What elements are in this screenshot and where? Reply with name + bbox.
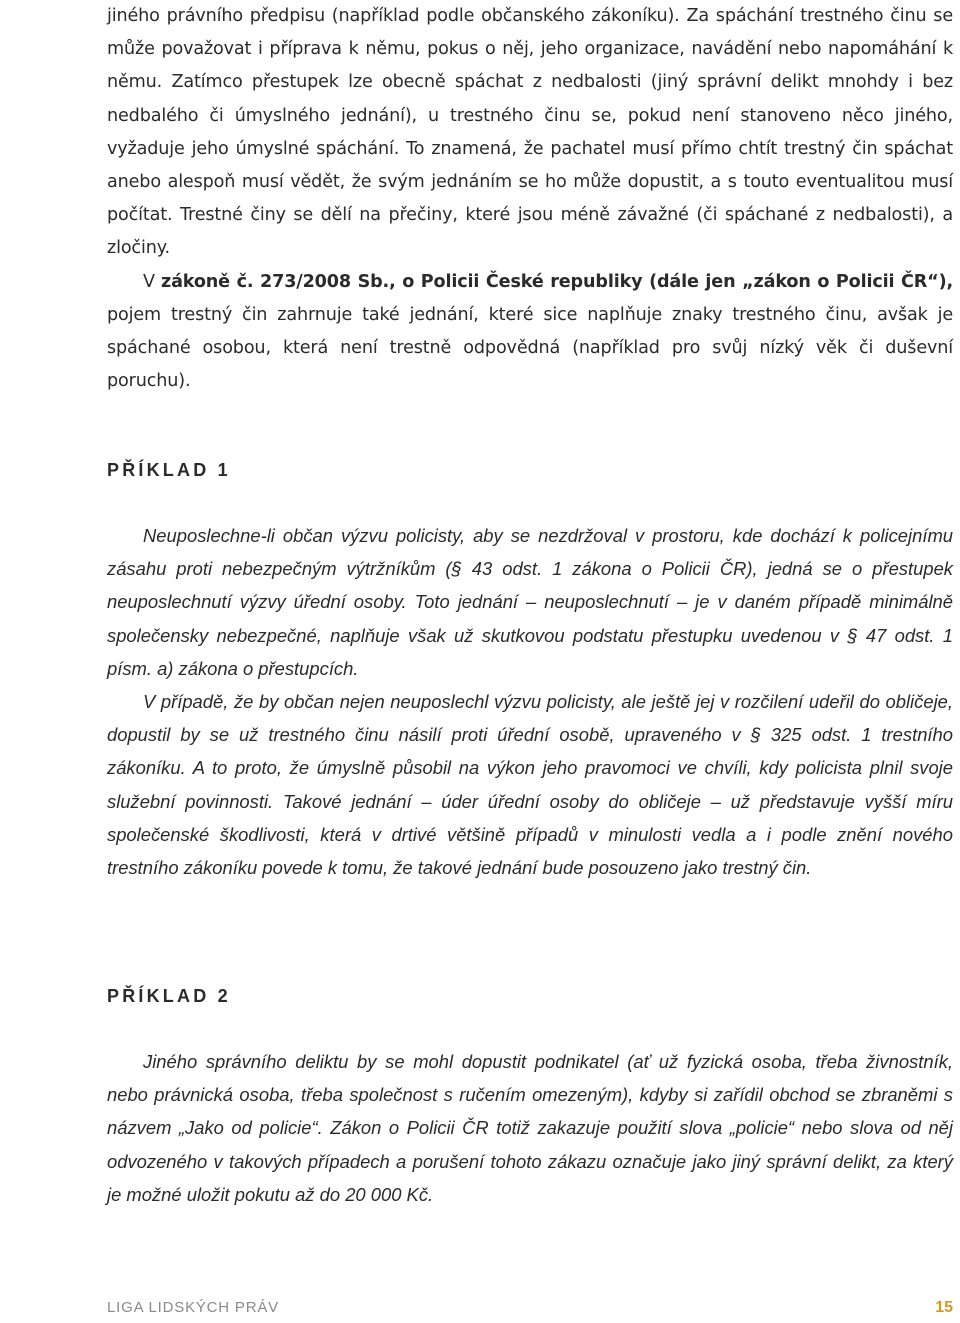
example-2-paragraph-1: Jiného správního deliktu by se mohl dopustit podnikatel (ať už fyzická osoba, třeba živnostník, nebo právnická osoba, třeba společnost s ručením omezeným), kdyby si zařídil obchod se zbraněmi s názvem „Jako od policie“. Zákon o Policii ČR totiž zakazuje použití slova „policie“ nebo slova od něj odvozeného v takových případech a porušení tohoto zákazu označuje jako jiný správní delikt, za který je možné uložit pokutu až do 20 000 Kč. xyxy=(107,1051,953,1205)
example-1-paragraph-2: V případě, že by občan nejen neuposlechl výzvu policisty, ale ještě jej v rozčilení udeřil do obličeje, dopustil by se už trestného činu násilí proti úřední osobě, upraveného v § 325 odst. 1 trestního zákoníku. A to proto, že úmyslně působil na výkon jeho pravomoci ve chvíli, kdy policista plnil svoje služební povinnosti. Takové jednání – úder úřední osoby do obličeje – už představuje vyšší míru společenské škodlivosti, která v drtivé většině případů v minulosti vedla a i podle znění nového trestního zákoníku povede k tomu, že takové jednání bude posouzeno jako trestný čin. xyxy=(107,691,953,879)
intro-p2-rest: pojem trestný čin zahrnuje také jednání, které sice naplňuje znaky trestného činu, avšak je spáchané osobou, která není trestně odpovědná (například pro svůj nízký věk či duševní poruchu). xyxy=(107,304,953,392)
intro-paragraph-1: jiného právního předpisu (například podle občanského zákoníku). Za spáchání trestného činu se může považovat i příprava k němu, pokus o něj, jeho organizace, navádění nebo napomáhání k němu. Zatímco přestupek lze obecně spáchat z nedbalosti (jiný správní delikt mnohdy i bez nedbalého či úmyslného jednání), u trestného činu se, pokud není stanoveno něco jiného, vyžaduje jeho úmyslné spáchání. To znamená, že pachatel musí přímo chtít trestný čin spáchat anebo alespoň musí vědět, že svým jednáním se ho může dopustit, a s touto eventualitou musí počítat. Trestné činy se dělí na přečiny, které jsou méně závažné (či spáchané z nedbalosti), a zločiny. xyxy=(107,6,953,259)
page-number: 15 xyxy=(935,1299,953,1316)
intro-p2-prefix: V xyxy=(143,271,161,292)
intro-paragraph-2 xyxy=(107,266,953,399)
law-reference: zákoně č. 273/2008 Sb., o Policii České republiky (dále jen „zákon o Policii ČR“), xyxy=(160,271,953,292)
intro-section xyxy=(107,0,953,398)
example-1-paragraph-1: Neuposlechne-li občan výzvu policisty, aby se nezdržoval v prostoru, kde dochází k policejnímu zásahu proti nebezpečným výtržníkům (§ 43 odst. 1 zákona o Policii ČR), jedná se o přestupek neuposlechnutí výzvy úřední osoby. Toto jednání – neuposlechnutí – je v daném případě minimálně společensky nebezpečné, naplňuje však už skutkovou podstatu přestupku uvedenou v § 47 odst. 1 písm. a) zákona o přestupcích. xyxy=(107,525,953,679)
example-2-heading: PŘÍKLAD 2 xyxy=(107,986,231,1006)
example-2-body xyxy=(107,1045,953,1211)
example-1-body xyxy=(107,519,953,884)
footer-publisher: LIGA LIDSKÝCH PRÁV xyxy=(107,1299,279,1316)
example-1-heading: PŘÍKLAD 1 xyxy=(107,460,231,480)
